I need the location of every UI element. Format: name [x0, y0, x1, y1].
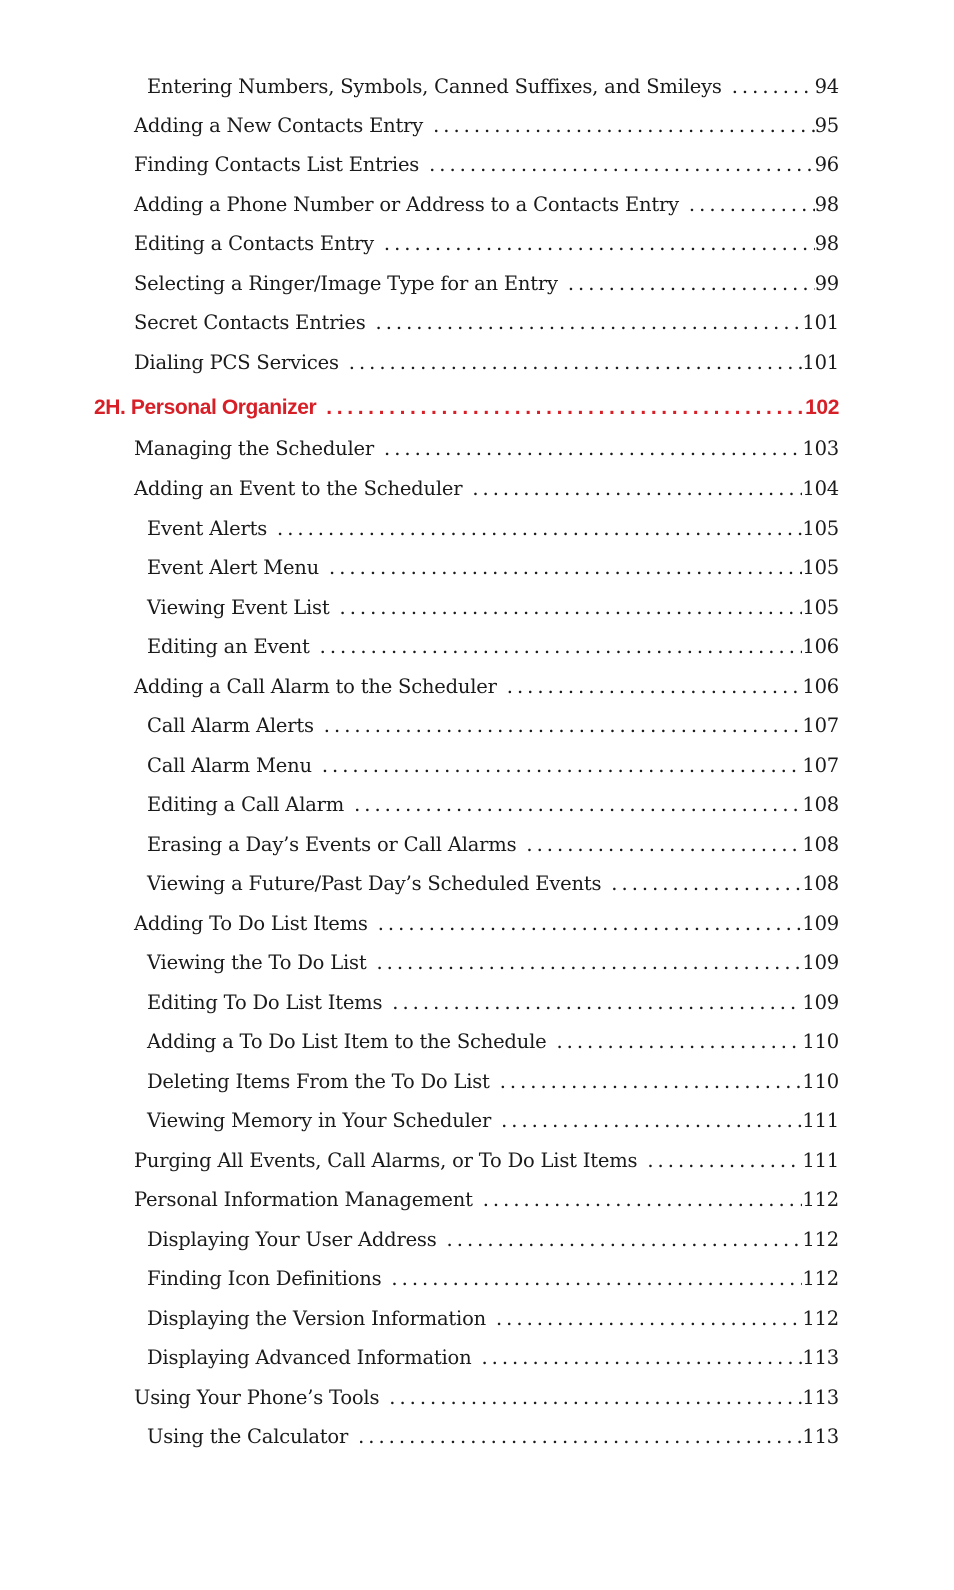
toc-entry-title: Adding an Event to the Scheduler [134, 477, 463, 500]
toc-page-number: 94 [814, 75, 839, 98]
toc-entry-title: Entering Numbers, Symbols, Canned Suffixes, and Smileys [147, 75, 722, 98]
toc-page-number: 96 [814, 153, 839, 176]
toc-page-number: 95 [814, 114, 839, 137]
dot-leader [324, 714, 803, 737]
toc-entry[interactable] [147, 872, 839, 902]
toc-entry-title: Managing the Scheduler [134, 437, 374, 460]
toc-entry-title: Call Alarm Alerts [147, 714, 314, 737]
toc-page-number: 109 [802, 912, 839, 935]
dot-leader [611, 872, 802, 895]
toc-entry[interactable] [147, 635, 839, 665]
toc-page-number: 113 [802, 1386, 839, 1409]
toc-entry-title: Displaying Your User Address [147, 1228, 437, 1251]
toc-entry-title: Event Alerts [147, 517, 268, 540]
toc-entry[interactable] [134, 232, 839, 262]
dot-leader [376, 951, 802, 974]
toc-entry-title: Displaying Advanced Information [147, 1346, 472, 1369]
toc-entry[interactable] [147, 517, 839, 547]
toc-entry-title: Viewing a Future/Past Day’s Scheduled Events [147, 872, 602, 895]
dot-leader [481, 1346, 802, 1369]
toc-page-number: 98 [814, 193, 839, 216]
toc-entry-title: Adding a Phone Number or Address to a Contacts Entry [134, 193, 679, 216]
dot-leader [568, 272, 815, 295]
dot-leader [389, 1386, 802, 1409]
toc-entry[interactable] [147, 1109, 839, 1139]
dot-leader [391, 1267, 802, 1290]
dot-leader [384, 232, 815, 255]
toc-page-number: 111 [802, 1149, 839, 1172]
toc-entry[interactable] [134, 675, 839, 705]
toc-entry[interactable] [134, 153, 839, 183]
toc-page-number: 106 [802, 675, 839, 698]
dot-leader [326, 396, 805, 420]
dot-leader [500, 1070, 803, 1093]
toc-entry-title: Viewing Event List [147, 596, 330, 619]
toc-page-number: 111 [802, 1109, 839, 1132]
toc-page-number: 109 [802, 951, 839, 974]
toc-page-number: 113 [802, 1346, 839, 1369]
toc-entry-title: Personal Information Management [134, 1188, 473, 1211]
toc-entry[interactable] [134, 1386, 839, 1416]
dot-leader [349, 351, 803, 374]
toc-page-number: 102 [805, 396, 839, 419]
toc-entry-title: Adding a New Contacts Entry [134, 114, 424, 137]
dot-leader [433, 114, 815, 137]
toc-page-number: 105 [802, 556, 839, 579]
toc-entry[interactable] [147, 1307, 839, 1337]
dot-leader [392, 991, 802, 1014]
toc-entry[interactable] [147, 556, 839, 586]
toc-entry[interactable] [134, 114, 839, 144]
toc-entry[interactable] [147, 754, 839, 784]
toc-page-number: 108 [802, 872, 839, 895]
toc-page-number: 108 [802, 833, 839, 856]
toc-page-number: 104 [802, 477, 839, 500]
toc-entry[interactable] [134, 311, 839, 341]
dot-leader [483, 1188, 803, 1211]
toc-page-number: 98 [814, 232, 839, 255]
dot-leader [501, 1109, 802, 1132]
toc-page-number: 105 [802, 596, 839, 619]
toc-entry[interactable] [134, 477, 839, 507]
dot-leader [354, 793, 802, 816]
toc-entry-title: Adding a To Do List Item to the Schedule [147, 1030, 547, 1053]
toc-entry-title: Finding Icon Definitions [147, 1267, 382, 1290]
toc-entry-title: Erasing a Day’s Events or Call Alarms [147, 833, 517, 856]
toc-entry-title: Secret Contacts Entries [134, 311, 366, 334]
toc-entry[interactable] [147, 991, 839, 1021]
toc-entry-title: Displaying the Version Information [147, 1307, 486, 1330]
dot-leader [340, 596, 803, 619]
toc-page-number: 112 [802, 1267, 839, 1290]
toc-entry[interactable] [147, 75, 839, 105]
dot-leader [472, 477, 802, 500]
toc-entry-title: Adding To Do List Items [134, 912, 368, 935]
toc-entry[interactable] [134, 272, 839, 302]
toc-entry-title: Editing To Do List Items [147, 991, 383, 1014]
dot-leader [277, 517, 802, 540]
toc-entry-title: Purging All Events, Call Alarms, or To Do List Items [134, 1149, 638, 1172]
toc-entry[interactable] [134, 1149, 839, 1179]
toc-entry[interactable] [147, 1228, 839, 1258]
dot-leader [329, 556, 802, 579]
toc-entry[interactable] [134, 912, 839, 942]
toc-page-number: 103 [802, 437, 839, 460]
dot-leader [732, 75, 815, 98]
toc-page-number: 109 [802, 991, 839, 1014]
dot-leader [689, 193, 815, 216]
toc-entry[interactable] [147, 1070, 839, 1100]
toc-entry-title: Finding Contacts List Entries [134, 153, 420, 176]
dot-leader [556, 1030, 802, 1053]
toc-entry[interactable] [147, 596, 839, 626]
dot-leader [376, 311, 803, 334]
toc-entry[interactable] [147, 793, 839, 823]
toc-entry-title: 2H. Personal Organizer [94, 396, 317, 419]
toc-page-number: 112 [802, 1228, 839, 1251]
toc-entry-title: Editing a Call Alarm [147, 793, 345, 816]
toc-entry[interactable] [134, 1188, 839, 1218]
dot-leader [647, 1149, 802, 1172]
toc-entry-title: Using Your Phone’s Tools [134, 1386, 380, 1409]
dot-leader [322, 754, 803, 777]
toc-entry-title: Editing an Event [147, 635, 310, 658]
toc-page-number: 107 [802, 714, 839, 737]
toc-entry[interactable] [134, 351, 839, 381]
toc-page-number: 108 [802, 793, 839, 816]
toc-entry-title: Adding a Call Alarm to the Scheduler [134, 675, 497, 698]
toc-page-number: 113 [802, 1425, 839, 1448]
toc-entry-title: Event Alert Menu [147, 556, 320, 579]
dot-leader [320, 635, 803, 658]
toc-page-number: 101 [802, 311, 839, 334]
toc-entry[interactable] [147, 1425, 839, 1455]
dot-leader [496, 1307, 802, 1330]
toc-entry[interactable] [147, 1346, 839, 1376]
dot-leader [378, 912, 803, 935]
toc-entry-title: Dialing PCS Services [134, 351, 339, 374]
toc-entry[interactable] [147, 714, 839, 744]
toc-page-number: 105 [802, 517, 839, 540]
dot-leader [447, 1228, 803, 1251]
toc-page-number: 112 [802, 1307, 839, 1330]
toc-page-number: 110 [802, 1030, 839, 1053]
toc-entry-title: Selecting a Ringer/Image Type for an Entry [134, 272, 558, 295]
toc-entry-title: Deleting Items From the To Do List [147, 1070, 490, 1093]
toc-page-number: 101 [802, 351, 839, 374]
dot-leader [429, 153, 814, 176]
toc-entry-title: Call Alarm Menu [147, 754, 312, 777]
toc-page-number: 110 [802, 1070, 839, 1093]
toc-chapter-heading[interactable] [94, 396, 839, 426]
toc-entry[interactable] [134, 193, 839, 223]
toc-entry[interactable] [147, 1030, 839, 1060]
dot-leader [526, 833, 802, 856]
toc-page-number: 112 [802, 1188, 839, 1211]
toc-entry-title: Viewing the To Do List [147, 951, 367, 974]
toc-page-number: 107 [802, 754, 839, 777]
toc-entry[interactable] [147, 833, 839, 863]
toc-entry-title: Viewing Memory in Your Scheduler [147, 1109, 492, 1132]
toc-entry[interactable] [147, 951, 839, 981]
dot-leader [358, 1425, 802, 1448]
toc-entry-title: Using the Calculator [147, 1425, 349, 1448]
dot-leader [384, 437, 802, 460]
toc-page-number: 99 [814, 272, 839, 295]
toc-entry-title: Editing a Contacts Entry [134, 232, 374, 255]
dot-leader [507, 675, 803, 698]
toc-entry[interactable] [134, 437, 839, 467]
toc-page-number: 106 [802, 635, 839, 658]
toc-entry[interactable] [147, 1267, 839, 1297]
